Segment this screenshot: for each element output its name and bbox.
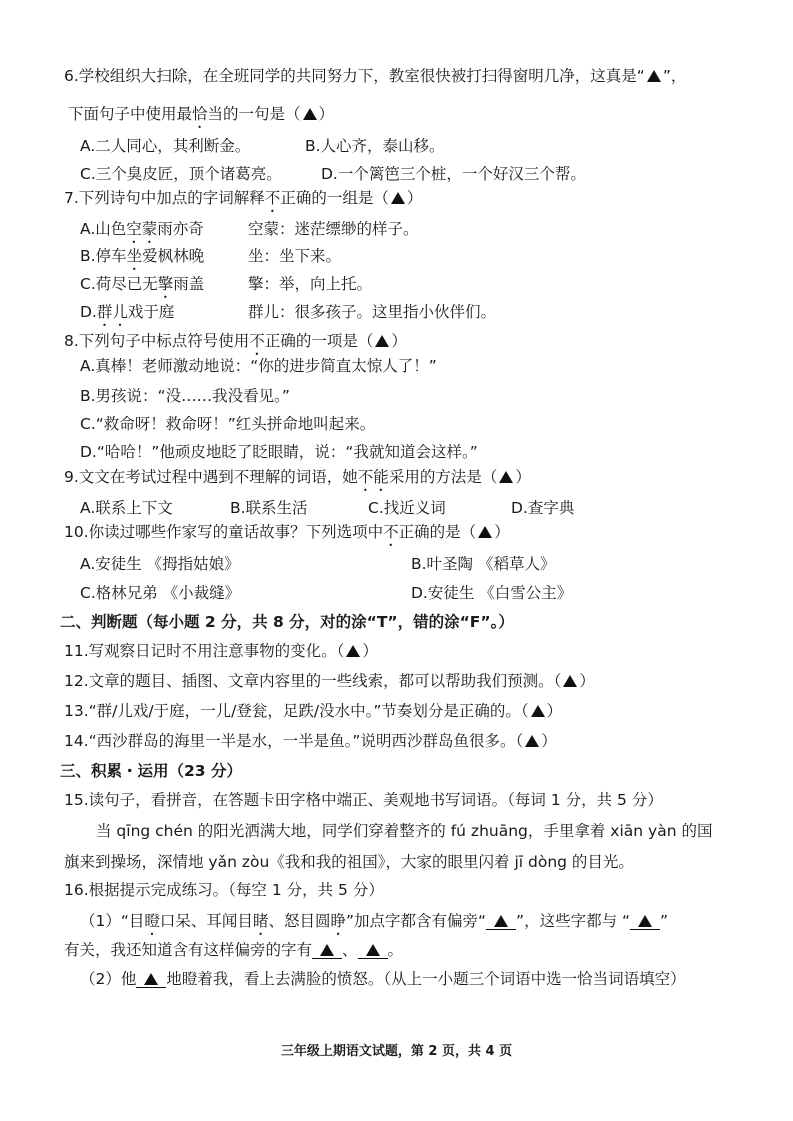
answer-blank xyxy=(312,943,342,959)
q9-option-b: B.联系生活 xyxy=(230,499,308,517)
q6-option-b: B.人心齐，泰山移。 xyxy=(305,137,445,155)
q8-option-c: C.“救命呀！救命呀！”红头拼命地叫起来。 xyxy=(80,415,376,433)
q6-option-c: C.三个臭皮匠，顶个诸葛亮。 xyxy=(80,165,282,183)
answer-triangle-icon xyxy=(499,471,513,483)
q10-option-b: B.叶圣陶 《稻草人》 xyxy=(411,555,556,573)
answer-triangle-icon xyxy=(346,645,360,657)
answer-blank xyxy=(136,972,166,988)
question-15-passage-line-2: 旗来到操场，深情地 yǎn zòu《我和我的祖国》，大家的眼里闪着 jī dòng 的目光。 xyxy=(64,853,634,871)
section-3-heading: 三、积累・运用（23 分） xyxy=(60,762,242,780)
q10-option-c: C.格林兄弟 《小裁缝》 xyxy=(80,584,241,602)
q10-option-d: D.安徒生 《白雪公主》 xyxy=(411,584,573,602)
answer-triangle-icon xyxy=(494,915,508,927)
answer-triangle-icon xyxy=(375,335,389,347)
question-16-part-1-line-2: 有关，我还知道含有这样偏旁的字有 、 。 xyxy=(64,941,404,959)
answer-blank xyxy=(358,943,388,959)
question-14: 14.“西沙群岛的海里一半是水，一半是鱼。”说明西沙群岛鱼很多。（ ） xyxy=(64,732,557,750)
question-6-prompt: 下面句子中使用最恰当的一句是（ ） xyxy=(68,105,335,123)
q8-option-d: D.“哈哈！”他顽皮地眨了眨眼睛，说：“我就知道会这样。” xyxy=(80,443,478,461)
q8-option-a: A.真棒！老师激动地说：“你的进步简直太惊人了！” xyxy=(80,357,437,375)
question-9-stem: 9.文文在考试过程中遇到不理解的词语，她不能采用的方法是（ ） xyxy=(64,468,531,486)
q6-option-d: D.一个篱笆三个桩，一个好汉三个帮。 xyxy=(321,165,586,183)
question-11: 11.写观察日记时不用注意事物的变化。（ ） xyxy=(64,642,378,660)
question-15-stem: 15.读句子，看拼音，在答题卡田字格中端正、美观地书写词语。（每词 1 分，共 5 分） xyxy=(64,791,663,809)
question-13: 13.“群/儿戏/于庭，一儿/登瓮，足跌/没水中。”节奏划分是正确的。（ ） xyxy=(64,702,563,720)
q7-option-b-poem: B.停车坐爱枫林晚 xyxy=(80,247,205,265)
answer-triangle-icon xyxy=(144,973,158,985)
answer-triangle-icon xyxy=(478,526,492,538)
question-7-stem: 7.下列诗句中加点的字词解释不正确的一组是（ ） xyxy=(64,189,423,207)
answer-triangle-icon xyxy=(391,192,405,204)
answer-triangle-icon xyxy=(647,70,661,82)
q6-option-a: A.二人同心，其利断金。 xyxy=(80,137,251,155)
answer-triangle-icon xyxy=(563,675,577,687)
question-16-part-2: （2）他 地瞪着我，看上去满脸的愤怒。（从上一小题三个词语中选一恰当词语填空） xyxy=(80,970,686,988)
answer-triangle-icon xyxy=(303,108,317,120)
q9-option-c: C.找近义词 xyxy=(368,499,446,517)
answer-triangle-icon xyxy=(531,705,545,717)
q9-option-d: D.查字典 xyxy=(511,499,575,517)
q10-option-a: A.安徒生 《拇指姑娘》 xyxy=(80,555,240,573)
q9-option-a: A.联系上下文 xyxy=(80,499,173,517)
answer-triangle-icon xyxy=(320,944,334,956)
section-2-heading: 二、判断题（每小题 2 分，共 8 分，对的涂“T”，错的涂“F”。） xyxy=(60,613,514,631)
question-10-stem: 10.你读过哪些作家写的童话故事？下列选项中不正确的是（ ） xyxy=(64,523,510,541)
question-16-stem: 16.根据提示完成练习。（每空 1 分，共 5 分） xyxy=(64,881,384,899)
question-12: 12.文章的题目、插图、文章内容里的一些线索，都可以帮助我们预测。（ ） xyxy=(64,672,595,690)
q8-option-b: B.男孩说：“没……我没看见。” xyxy=(80,387,290,405)
q7-option-c-poem: C.荷尽已无擎雨盖 xyxy=(80,275,205,293)
answer-triangle-icon xyxy=(366,944,380,956)
question-6-stem: 6.学校组织大扫除，在全班同学的共同努力下，教室很快被打扫得窗明几净，这真是“ ”， xyxy=(64,67,687,85)
q7-option-c-gloss: 擎：举，向上托。 xyxy=(248,275,373,293)
question-16-part-1-line-1: （1）“目瞪口呆、耳闻目睹、怒目圆睁”加点字都含有偏旁“ ”，这些字都与 “ ” xyxy=(80,912,669,930)
q7-option-a-gloss: 空蒙：迷茫缥缈的样子。 xyxy=(248,220,419,238)
q7-option-b-gloss: 坐：坐下来。 xyxy=(248,247,342,265)
answer-triangle-icon xyxy=(525,735,539,747)
question-8-stem: 8.下列句子中标点符号使用不正确的一项是（ ） xyxy=(64,332,407,350)
q7-option-d-poem: D.群儿戏于庭 xyxy=(80,303,175,321)
answer-blank xyxy=(630,914,660,930)
page-footer: 三年级上期语文试题，第 2 页，共 4 页 xyxy=(280,1044,513,1059)
question-15-passage-line-1: 当 qīng chén 的阳光洒满大地，同学们穿着整齐的 fú zhuāng，手里拿着 xiān yàn 的国 xyxy=(96,822,713,840)
q7-option-a-poem: A.山色空蒙雨亦奇 xyxy=(80,220,204,238)
answer-triangle-icon xyxy=(638,915,652,927)
q7-option-d-gloss: 群儿：很多孩子。这里指小伙伴们。 xyxy=(248,303,497,321)
answer-blank xyxy=(486,914,516,930)
